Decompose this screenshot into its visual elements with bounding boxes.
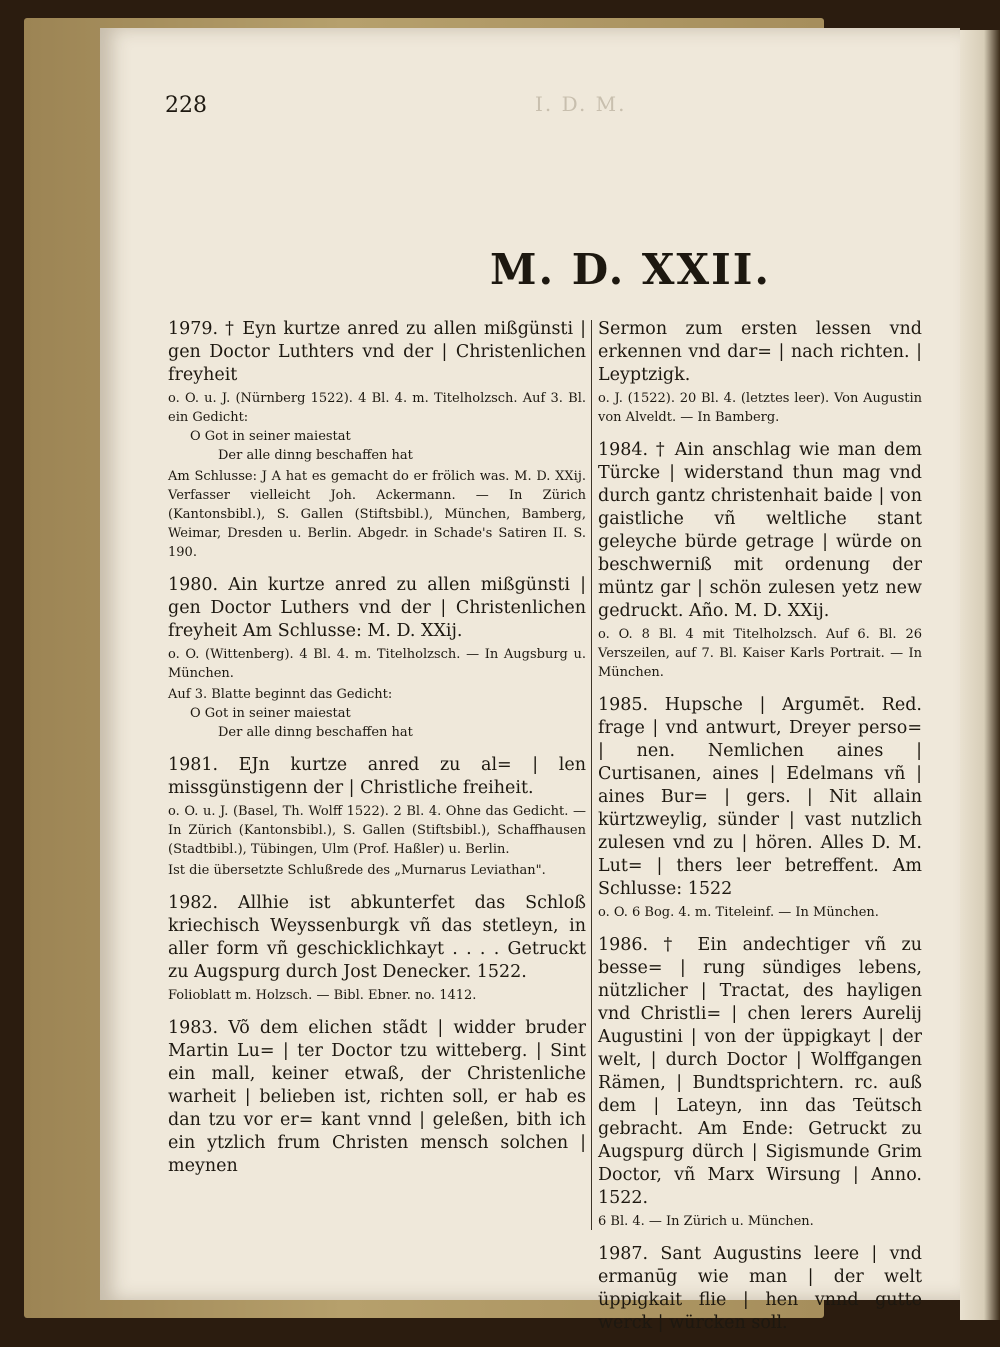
entry-1983-continued (598, 318, 922, 427)
entry-note: Auf 3. Blatte beginnt das Gedicht: (168, 687, 393, 702)
entry-note: Am Schlusse: J A hat es gemacht do er frölich was. M. D. XXij. Verfasser vielleicht Joh. Ackermann. — In Zürich (Kantonsbibl.), S. Gallen (Stiftsbibl.), München, Bamberg, Weimar, Dresden u. Berlin. Abgedr. in Schade's Satiren II. S. 190. (168, 469, 586, 560)
entry-quote: O Got in seiner maiestat (190, 706, 351, 721)
entry-note: o. O. u. J. (Basel, Th. Wolff 1522). 2 Bl. 4. Ohne das Gedicht. — In Zürich (Kantonsbibl.), S. Gallen (Stiftsbibl.), Schaffhausen (Stadtbibl.), Tübingen, Ulm (Prof. Haßler) u. Berlin. (168, 804, 586, 857)
entry-heading: 1980. Ain kurtze anred zu allen mißgünsti | gen Doctor Luthers vnd der | Christenlichen freyheit Am Schlusse: M. D. XXij. (168, 575, 586, 641)
entry-note: o. O. u. J. (Nürnberg 1522). 4 Bl. 4. m. Titelholzsch. Auf 3. Bl. ein Gedicht: (168, 391, 586, 425)
left-column (168, 318, 586, 1190)
entry-note: o. O. 8 Bl. 4 mit Titelholzsch. Auf 6. Bl. 26 Verszeilen, auf 7. Bl. Kaiser Karls Portrait. — In München. (598, 627, 922, 680)
entry-heading: 1985. Hupsche | Argumēt. Red. frage | vnd antwurt, Dreyer perso= | nen. Nemlichen aines | Curtisanen, aines | Edelmans vñ | aines Bur= | gers. | Nit allain kürtzweylig, sünder | vast nutzlich zulesen vnd zu | hören. Alles D. M. Lut= | thers leer betreffent. Am Schlusse: 1522 (598, 695, 922, 899)
entry-note: o. O. (Wittenberg). 4 Bl. 4. m. Titelholzsch. — In Augsburg u. München. (168, 647, 586, 681)
entry-heading: 1983. Võ dem elichen stãdt | widder bruder Martin Lu= | ter Doctor tzu witteberg. | Sint ein mall, keiner etwaß, der Christenliche warheit | belieben ist, richten soll, er hab es dan tzu vor er= kant vnnd | geleßen, bith ich ein ytzlich frum Christen mensch solchen | meynen (168, 1018, 586, 1176)
entry-1983 (168, 1017, 586, 1178)
entry-heading: 1979. † Eyn kurtze anred zu allen mißgünsti | gen Doctor Luthters vnd der | Christenlichen freyheit (168, 319, 586, 385)
adjacent-page-edge (960, 30, 1000, 1320)
entry-1981 (168, 754, 586, 880)
page-number: 228 (165, 93, 207, 118)
entry-note: o. O. 6 Bog. 4. m. Titeleinf. — In München. (598, 905, 879, 920)
entry-heading: 1982. Allhie ist abkunterfet das Schloß kriechisch Weyssenburgk vñ das stetleyn, in aller form vñ geschicklichkayt . . . . Getruckt zu Augspurg durch Jost Denecker. 1522. (168, 893, 586, 982)
entry-note: 6 Bl. 4. — In Zürich u. München. (598, 1214, 814, 1229)
entry-1985 (598, 694, 922, 922)
entry-1987 (598, 1243, 922, 1335)
column-divider (591, 320, 592, 1230)
bleed-through-header: I. D. M. (535, 92, 627, 116)
right-column (598, 318, 922, 1347)
entry-1984 (598, 439, 922, 682)
section-title: M. D. XXII. (490, 245, 771, 294)
entry-heading: 1981. EJn kurtze anred zu al= | len missgünstigenn der | Christliche freiheit. (168, 755, 586, 798)
entry-quote: O Got in seiner maiestat (190, 429, 351, 444)
entry-1986 (598, 934, 922, 1231)
entry-heading: 1984. † Ain anschlag wie man dem Türcke | widerstand thun mag vnd durch gantz christenhait baide | von gaistliche vñ weltliche stant geleyche bürde getrage | würde on beschwerniß mit ordenung der müntz gar | schön zulesen yetz new gedruckt. Año. M. D. XXij. (598, 440, 922, 621)
entry-1979 (168, 318, 586, 562)
entry-note: Folioblatt m. Holzsch. — Bibl. Ebner. no. 1412. (168, 988, 477, 1003)
entry-note: Ist die übersetzte Schlußrede des „Murnarus Leviathan". (168, 863, 546, 878)
entry-1982 (168, 892, 586, 1005)
entry-heading: 1987. Sant Augustins leere | vnd ermanūg wie man | der welt üppigkait flie | hen vnnd gutte werck | würcken soll. (598, 1244, 922, 1333)
entry-quote: Der alle dinng beschaffen hat (218, 448, 413, 463)
entry-heading: 1986. † Ein andechtiger vñ zu besse= | rung sündiges lebens, nützlicher | Tractat, des hayligen vnd Christli= | chen lerers Aurelij Augustini | von der üppigkayt | der welt, | durch Doctor | Wolffgangen Rämen, | Bundtsprichtern. rc. auß dem | Lateyn, inn das Teütsch gebracht. Am Ende: Getruckt zu Augspurg dürch | Sigismunde Grim Doctor, vñ Marx Wirsung | Anno. 1522. (598, 935, 922, 1208)
entry-quote: Der alle dinng beschaffen hat (218, 725, 413, 740)
entry-1980 (168, 574, 586, 742)
entry-note: o. J. (1522). 20 Bl. 4. (letztes leer). Von Augustin von Alveldt. — In Bamberg. (598, 391, 922, 425)
entry-heading: Sermon zum ersten lessen vnd erkennen vnd dar= | nach richten. | Leyptzigk. (598, 319, 922, 385)
